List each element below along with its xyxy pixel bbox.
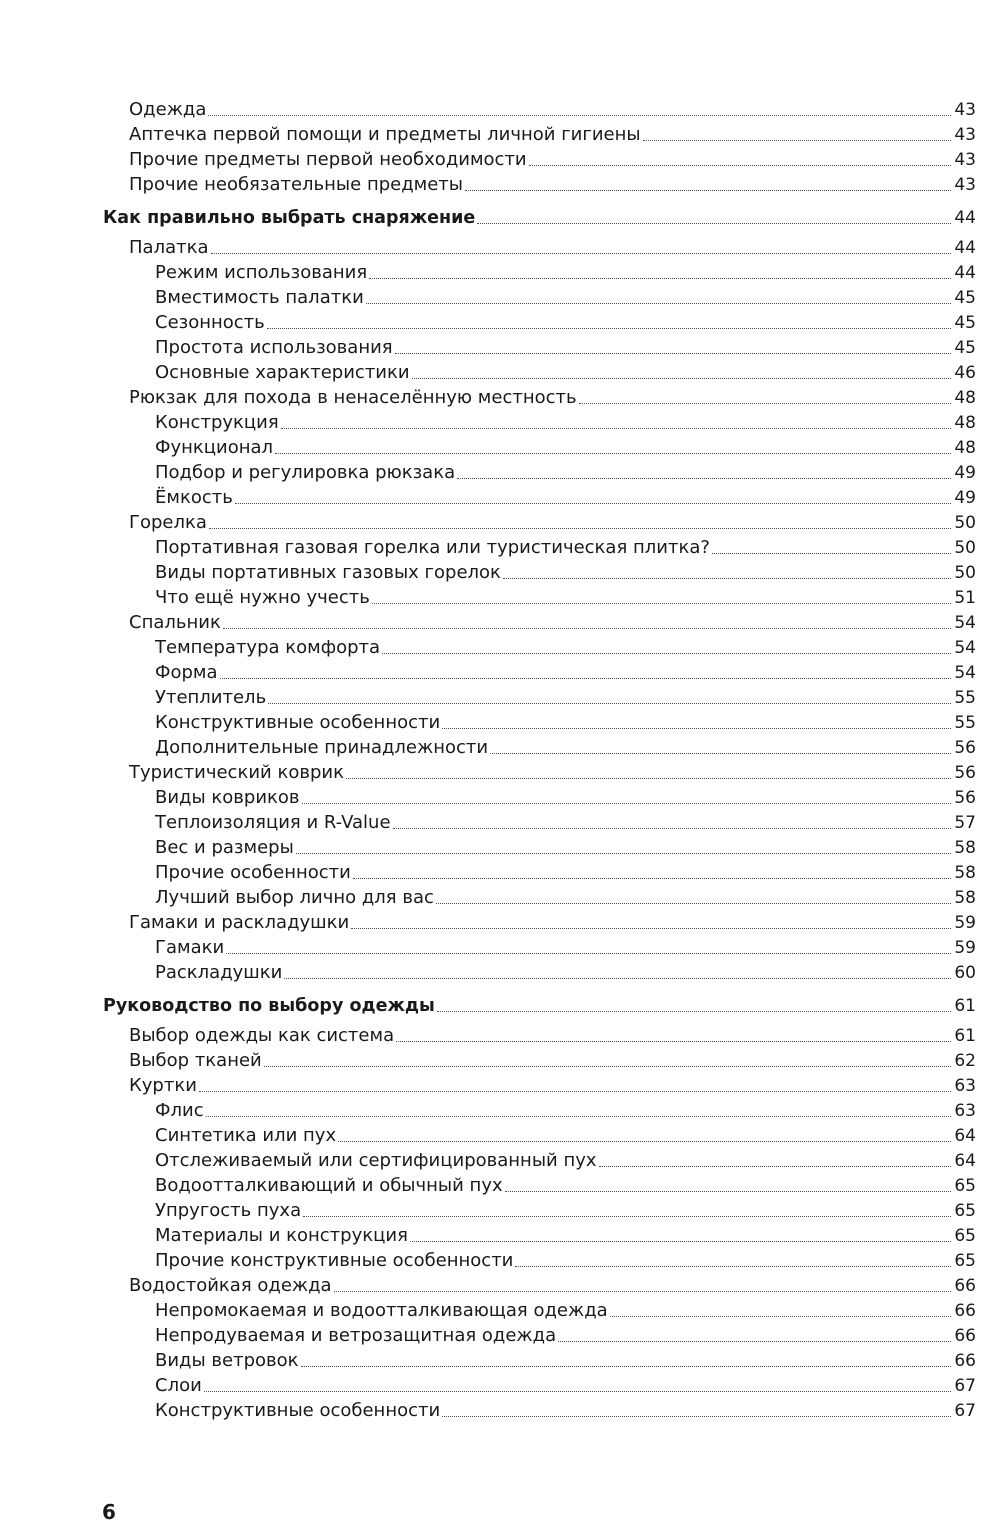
toc-dot-leader (396, 1041, 951, 1042)
toc-entry-title: Выбор тканей (129, 1050, 262, 1071)
toc-entry[interactable] (0, 534, 1000, 559)
toc-dot-leader (490, 753, 951, 754)
toc-entry-page: 64 (954, 1126, 976, 1146)
toc-dot-leader (346, 778, 951, 779)
toc-entry-title: Спальник (129, 612, 221, 633)
toc-dot-leader (442, 1416, 951, 1417)
toc-entry-title: Флис (155, 1100, 204, 1121)
toc-dot-leader (334, 1291, 952, 1292)
toc-entry-title: Виды портативных газовых горелок (155, 562, 501, 583)
toc-entry[interactable] (0, 1222, 1000, 1247)
toc-entry-page: 44 (954, 238, 976, 258)
toc-entry-page: 44 (954, 208, 976, 228)
toc-entry-page: 62 (954, 1051, 976, 1071)
toc-dot-leader (351, 928, 951, 929)
toc-entry-title: Что ещё нужно учесть (155, 587, 370, 608)
toc-dot-leader (303, 1216, 951, 1217)
toc-dot-leader (412, 378, 952, 379)
toc-entry-page: 44 (954, 263, 976, 283)
toc-entry-title: Туристический коврик (129, 762, 344, 783)
toc-entry-page: 61 (954, 996, 976, 1016)
toc-entry-title: Виды ковриков (155, 787, 300, 808)
toc-dot-leader (235, 503, 952, 504)
toc-entry-title: Сезонность (155, 312, 265, 333)
toc-entry-title: Куртки (129, 1075, 197, 1096)
toc-dot-leader (284, 978, 951, 979)
toc-entry-page: 56 (954, 738, 976, 758)
toc-entry-title: Горелка (129, 512, 207, 533)
toc-entry-page: 59 (954, 913, 976, 933)
toc-entry[interactable] (0, 759, 1000, 784)
toc-entry[interactable] (0, 1097, 1000, 1122)
toc-entry[interactable] (0, 1347, 1000, 1372)
toc-entry-page: 66 (954, 1351, 976, 1371)
toc-dot-leader (353, 878, 952, 879)
toc-entry-page: 48 (954, 413, 976, 433)
toc-entry[interactable] (0, 1047, 1000, 1072)
toc-entry-page: 59 (954, 938, 976, 958)
toc-entry[interactable] (0, 709, 1000, 734)
toc-dot-leader (579, 403, 952, 404)
toc-dot-leader (369, 278, 951, 279)
toc-entry-title: Простота использования (155, 337, 393, 358)
toc-entry-page: 58 (954, 888, 976, 908)
toc-entry-title: Рюкзак для похода в ненаселённую местность (129, 387, 577, 408)
toc-entry-title: Подбор и регулировка рюкзака (155, 462, 456, 483)
toc-entry[interactable] (0, 121, 1000, 146)
toc-entry[interactable] (0, 1197, 1000, 1222)
toc-entry-title: Форма (155, 662, 218, 683)
toc-entry[interactable] (0, 96, 1000, 121)
toc-entry-page: 43 (954, 125, 976, 145)
toc-dot-leader (204, 1391, 952, 1392)
toc-dot-leader (223, 628, 952, 629)
toc-dot-leader (515, 1266, 951, 1267)
toc-dot-leader (442, 728, 951, 729)
toc-entry[interactable] (0, 634, 1000, 659)
toc-entry-title: Выбор одежды как система (129, 1025, 395, 1046)
toc-entry[interactable] (0, 1322, 1000, 1347)
toc-entry-page: 58 (954, 838, 976, 858)
toc-entry-title: Материалы и конструкция (155, 1225, 408, 1246)
toc-entry[interactable] (0, 559, 1000, 584)
toc-entry[interactable] (0, 484, 1000, 509)
toc-entry[interactable] (0, 334, 1000, 359)
toc-entry-page: 63 (954, 1076, 976, 1096)
toc-entry-page: 50 (954, 563, 976, 583)
toc-entry[interactable] (0, 684, 1000, 709)
toc-entry[interactable] (0, 1147, 1000, 1172)
toc-dot-leader (393, 828, 952, 829)
toc-dot-leader (264, 1066, 952, 1067)
toc-section-heading[interactable] (0, 992, 1000, 1017)
toc-entry-page: 49 (954, 463, 976, 483)
toc-dot-leader (599, 1166, 952, 1167)
toc-dot-leader (208, 115, 951, 116)
toc-entry[interactable] (0, 959, 1000, 984)
toc-entry[interactable] (0, 146, 1000, 171)
toc-entry-page: 45 (954, 338, 976, 358)
toc-dot-leader (382, 653, 951, 654)
toc-entry-page: 43 (954, 150, 976, 170)
toc-entry-page: 57 (954, 813, 976, 833)
toc-entry-title: Аптечка первой помощи и предметы личной гигиены (129, 124, 641, 145)
toc-entry[interactable] (0, 309, 1000, 334)
toc-entry-title: Лучший выбор лично для вас (155, 887, 434, 908)
toc-entry[interactable] (0, 784, 1000, 809)
toc-dot-leader (505, 1191, 952, 1192)
toc-entry-title: Ёмкость (155, 487, 233, 508)
toc-entry-page: 66 (954, 1276, 976, 1296)
toc-entry[interactable] (0, 1297, 1000, 1322)
toc-entry-page: 49 (954, 488, 976, 508)
toc-entry-title: Режим использования (155, 262, 368, 283)
toc-dot-leader (338, 1141, 951, 1142)
toc-entry-page: 64 (954, 1151, 976, 1171)
toc-entry[interactable] (0, 1122, 1000, 1147)
toc-entry-title: Виды ветровок (155, 1350, 299, 1371)
toc-entry-page: 48 (954, 388, 976, 408)
toc-dot-leader (220, 678, 952, 679)
toc-entry-title: Одежда (129, 99, 207, 120)
toc-dot-leader (712, 553, 951, 554)
toc-entry-title: Непродуваемая и ветрозащитная одежда (155, 1325, 557, 1346)
toc-dot-leader (410, 1241, 951, 1242)
toc-entry[interactable] (0, 659, 1000, 684)
toc-entry-page: 67 (954, 1401, 976, 1421)
toc-entry-title: Гамаки (155, 937, 225, 958)
toc-dot-leader (366, 303, 952, 304)
toc-dot-leader (643, 140, 952, 141)
page-number: 6 (102, 1500, 116, 1524)
toc-entry[interactable] (0, 284, 1000, 309)
toc-entry-title: Утеплитель (155, 687, 267, 708)
toc-dot-leader (211, 253, 952, 254)
toc-entry-title: Палатка (129, 237, 209, 258)
toc-entry-page: 50 (954, 538, 976, 558)
toc-entry[interactable] (0, 171, 1000, 196)
toc-entry[interactable] (0, 384, 1000, 409)
toc-entry-page: 56 (954, 788, 976, 808)
toc-entry-page: 67 (954, 1376, 976, 1396)
toc-entry-page: 65 (954, 1176, 976, 1196)
toc-entry[interactable] (0, 809, 1000, 834)
toc-dot-leader (465, 190, 951, 191)
toc-entry-page: 51 (954, 588, 976, 608)
toc-entry[interactable] (0, 1247, 1000, 1272)
toc-dot-leader (477, 223, 951, 224)
toc-entry[interactable] (0, 434, 1000, 459)
toc-entry-page: 54 (954, 638, 976, 658)
toc-entry-page: 54 (954, 663, 976, 683)
toc-entry-title: Гамаки и раскладушки (129, 912, 350, 933)
toc-entry-title: Раскладушки (155, 962, 283, 983)
toc-dot-leader (209, 528, 951, 529)
toc-entry-page: 66 (954, 1301, 976, 1321)
toc-entry[interactable] (0, 234, 1000, 259)
toc-entry-page: 56 (954, 763, 976, 783)
toc-dot-leader (226, 953, 951, 954)
toc-entry-title: Упругость пуха (155, 1200, 302, 1221)
toc-entry-title: Синтетика или пух (155, 1125, 337, 1146)
toc-entry[interactable] (0, 609, 1000, 634)
toc-entry[interactable] (0, 884, 1000, 909)
toc-entry-page: 48 (954, 438, 976, 458)
toc-dot-leader (503, 578, 951, 579)
toc-entry[interactable] (0, 909, 1000, 934)
toc-entry-title: Дополнительные принадлежности (155, 737, 489, 758)
toc-entry[interactable] (0, 409, 1000, 434)
toc-entry[interactable] (0, 584, 1000, 609)
toc-entry-page: 65 (954, 1251, 976, 1271)
toc-dot-leader (267, 328, 952, 329)
toc-entry-title: Прочие конструктивные особенности (155, 1250, 514, 1271)
toc-dot-leader (529, 165, 952, 166)
toc-entry-page: 55 (954, 688, 976, 708)
toc-dot-leader (206, 1116, 952, 1117)
toc-dot-leader (268, 703, 951, 704)
toc-dot-leader (558, 1341, 951, 1342)
toc-entry[interactable] (0, 734, 1000, 759)
toc-entry-title: Прочие предметы первой необходимости (129, 149, 527, 170)
toc-dot-leader (281, 428, 952, 429)
toc-entry-page: 65 (954, 1201, 976, 1221)
toc-entry-title: Конструкция (155, 412, 279, 433)
toc-entry-page: 66 (954, 1326, 976, 1346)
toc-entry-title: Слои (155, 1375, 202, 1396)
toc-entry-page: 63 (954, 1101, 976, 1121)
toc-entry-title: Температура комфорта (155, 637, 381, 658)
toc-entry-page: 61 (954, 1026, 976, 1046)
toc-dot-leader (275, 453, 951, 454)
toc-entry-title: Вес и размеры (155, 837, 294, 858)
toc-entry-title: Конструктивные особенности (155, 712, 441, 733)
toc-dot-leader (199, 1091, 951, 1092)
toc-entry[interactable] (0, 1372, 1000, 1397)
toc-dot-leader (302, 803, 952, 804)
toc-entry-title: Отслеживаемый или сертифицированный пух (155, 1150, 597, 1171)
toc-dot-leader (395, 353, 952, 354)
toc-entry-title: Конструктивные особенности (155, 1400, 441, 1421)
toc-entry-title: Прочие необязательные предметы (129, 174, 464, 195)
toc-entry[interactable] (0, 859, 1000, 884)
toc-dot-leader (372, 603, 951, 604)
toc-section-heading[interactable] (0, 204, 1000, 229)
toc-entry[interactable] (0, 259, 1000, 284)
toc-entry-page: 65 (954, 1226, 976, 1246)
toc-entry-page: 55 (954, 713, 976, 733)
toc-entry-title: Водостойкая одежда (129, 1275, 332, 1296)
toc-entry-page: 46 (954, 363, 976, 383)
toc-dot-leader (296, 853, 952, 854)
toc-dot-leader (610, 1316, 952, 1317)
toc-dot-leader (436, 903, 951, 904)
toc-entry-page: 45 (954, 313, 976, 333)
toc-entry[interactable] (0, 1172, 1000, 1197)
toc-entry-page: 58 (954, 863, 976, 883)
toc-entry-title: Непромокаемая и водоотталкивающая одежда (155, 1300, 608, 1321)
toc-entry-page: 43 (954, 100, 976, 120)
toc-entry[interactable] (0, 834, 1000, 859)
toc-entry[interactable] (0, 459, 1000, 484)
toc-entry-page: 45 (954, 288, 976, 308)
toc-entry[interactable] (0, 509, 1000, 534)
toc-dot-leader (457, 478, 951, 479)
toc-entry-title: Водоотталкивающий и обычный пух (155, 1175, 503, 1196)
toc-entry-title: Вместимость палатки (155, 287, 364, 308)
toc-entry-title: Портативная газовая горелка или туристическая плитка? (155, 537, 710, 558)
toc-entry-title: Прочие особенности (155, 862, 351, 883)
toc-entry-page: 43 (954, 175, 976, 195)
toc-entry-page: 54 (954, 613, 976, 633)
toc-entry-title: Теплоизоляция и R-Value (155, 812, 391, 833)
toc-entry[interactable] (0, 1397, 1000, 1422)
toc-entry[interactable] (0, 1272, 1000, 1297)
toc-entry-page: 60 (954, 963, 976, 983)
toc-entry-title: Как правильно выбрать снаряжение (103, 208, 476, 228)
toc-entry-title: Функционал (155, 437, 274, 458)
toc-entry[interactable] (0, 1072, 1000, 1097)
toc-dot-leader (301, 1366, 952, 1367)
toc-dot-leader (437, 1011, 952, 1012)
toc-entry[interactable] (0, 359, 1000, 384)
toc-entry[interactable] (0, 934, 1000, 959)
toc-entry-title: Основные характеристики (155, 362, 410, 383)
toc-entry[interactable] (0, 1022, 1000, 1047)
toc-entry-title: Руководство по выбору одежды (103, 996, 435, 1016)
toc-entry-page: 50 (954, 513, 976, 533)
